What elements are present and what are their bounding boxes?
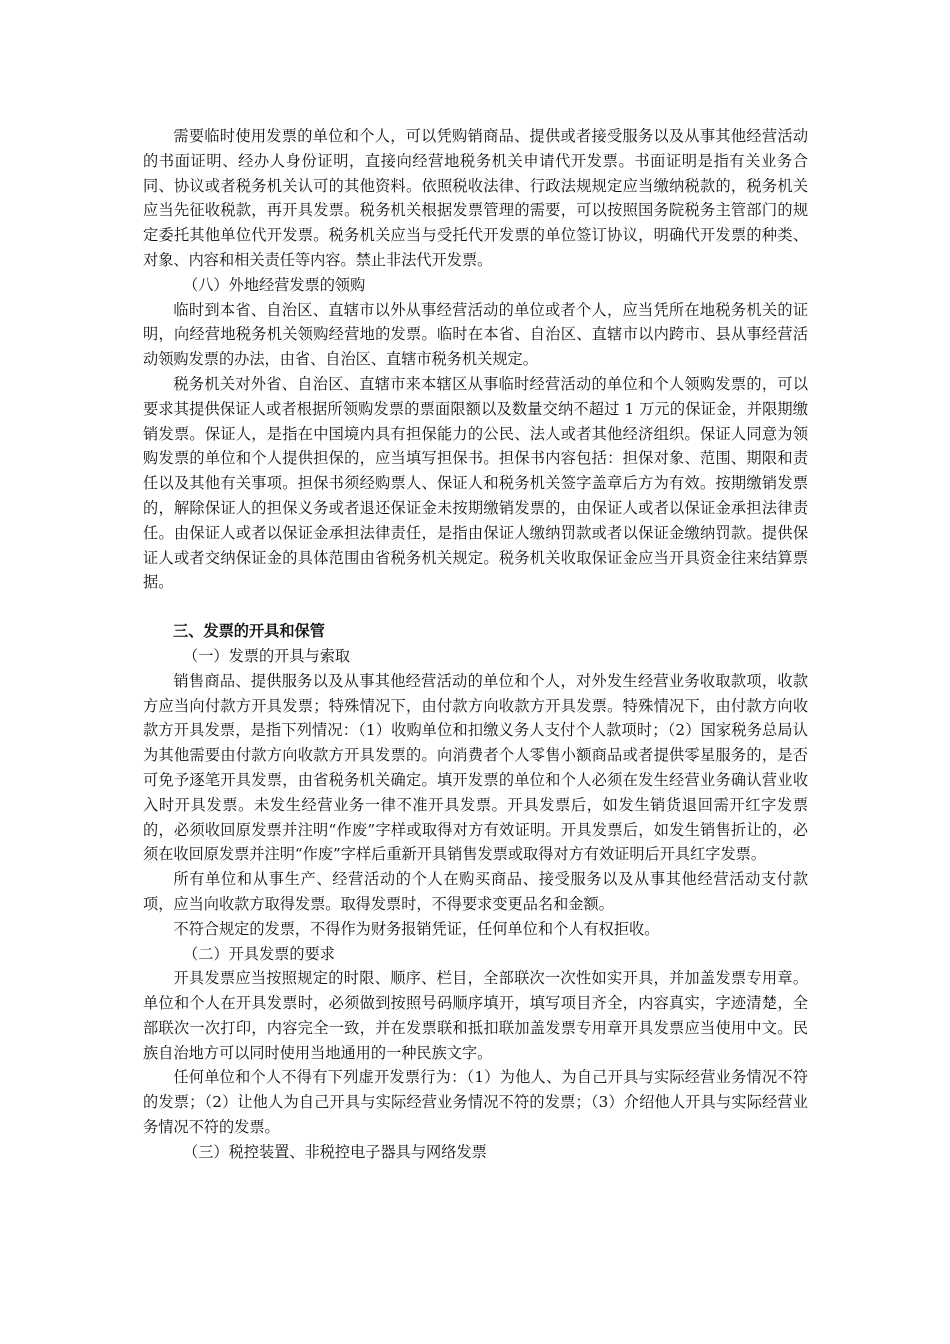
paragraph-out-of-area-purchase: 临时到本省、自治区、直辖市以外从事经营活动的单位或者个人，应当凭所在地税务机关的证明，向经营地税务机关领购经营地的发票。临时在本省、自治区、直辖市以内跨市、县从事经营活动领购发票的办法，由省、自治区、直辖市税务机关规定。 <box>143 300 808 369</box>
section-heading-issuing-and-keeping: 三、发票的开具和保管 <box>173 622 325 641</box>
paragraph-issuing-rules: 销售商品、提供服务以及从事其他经营活动的单位和个人，对外发生经营业务收取款项，收款方应当向付款方开具发票；特殊情况下，由付款方向收款方开具发票。特殊情况下，由付款方向收款方开具发票，是指下列情况：（1）收购单位和扣缴义务人支付个人款项时；（2）国家税务总局认为其他需要由付款方向收款方开具发票的。向消费者个人零售小额商品或者提供零星服务的，是否可免予逐笔开具发票，由省税务机关确定。填开发票的单位和个人必须在发生经营业务确认营业收入时开具发票。未发生经营业务一律不准开具发票。开具发票后，如发生销货退回需开红字发票的，必须收回原发票并注明“作废”字样或取得对方有效证明。开具发票后，如发生销售折让的，必须在收回原发票并注明“作废”字样后重新开具销售发票或取得对方有效证明后开具红字发票。 <box>143 671 808 864</box>
paragraph-issuing-requirements: 开具发票应当按照规定的时限、顺序、栏目，全部联次一次性如实开具，并加盖发票专用章。单位和个人在开具发票时，必须做到按照号码顺序填开，填写项目齐全，内容真实，字迹清楚，全部联次一次打印，内容完全一致，并在发票联和抵扣联加盖发票专用章开具发票应当使用中文。民族自治地方可以同时使用当地通用的一种民族文字。 <box>143 969 808 1062</box>
paragraph-noncompliant-invoice: 不符合规定的发票，不得作为财务报销凭证，任何单位和个人有权拒收。 <box>173 919 660 938</box>
paragraph-temporary-invoice: 需要临时使用发票的单位和个人，可以凭购销商品、提供或者接受服务以及从事其他经营活动的书面证明、经办人身份证明，直接向经营地税务机关申请代开发票。书面证明是指有关业务合同、协议或者税务机关认可的其他资料。依照税收法律、行政法规规定应当缴纳税款的，税务机关应当先征收税款，再开具发票。税务机关根据发票管理的需要，可以按照国务院税务主管部门的规定委托其他单位代开发票。税务机关应当与受托代开发票的单位签订协议，明确代开发票的种类、对象、内容和相关责任等内容。禁止非法代开发票。 <box>143 127 808 269</box>
paragraph-guarantee-deposit: 税务机关对外省、自治区、直辖市来本辖区从事临时经营活动的单位和个人领购发票的，可以要求其提供保证人或者根据所领购发票的票面限额以及数量交纳不超过 1 万元的保证金，并限期缴销发票。保证人，是指在中国境内具有担保能力的公民、法人或者其他经济组织。保证人同意为领购发票的单位和个人提供担保的，应当填写担保书。担保书内容包括：担保对象、范围、期限和责任以及其他有关事项。担保书须经购票人、保证人和税务机关签字盖章后方为有效。按期缴销发票的，解除保证人的担保义务或者退还保证金未按期缴销发票的，由保证人或者以保证金承担法律责任。由保证人或者以保证金承担法律责任，是指由保证人缴纳罚款或者以保证金缴纳罚款。提供保证人或者交纳保证金的具体范围由省税务机关规定。税务机关收取保证金应当开具资金往来结算票据。 <box>143 374 808 592</box>
document-body <box>143 124 808 1165</box>
subheading-issuing-requirements: （二）开具发票的要求 <box>183 944 335 963</box>
subheading-tax-control-devices: （三）税控装置、非税控电子器具与网络发票 <box>183 1142 487 1161</box>
paragraph-false-invoicing: 任何单位和个人不得有下列虚开发票行为：（1）为他人、为自己开具与实际经营业务情况不符的发票；（2）让他人为自己开具与实际经营业务情况不符的发票；（3）介绍他人开具与实际经营业务情况不符的发票。 <box>143 1068 808 1137</box>
subheading-issuing-and-requesting: （一）发票的开具与索取 <box>183 646 351 665</box>
subheading-out-of-area-invoice: （八）外地经营发票的领购 <box>183 275 366 294</box>
paragraph-obtaining-invoice: 所有单位和从事生产、经营活动的个人在购买商品、接受服务以及从事其他经营活动支付款项，应当向收款方取得发票。取得发票时，不得要求变更品名和金额。 <box>143 870 808 913</box>
